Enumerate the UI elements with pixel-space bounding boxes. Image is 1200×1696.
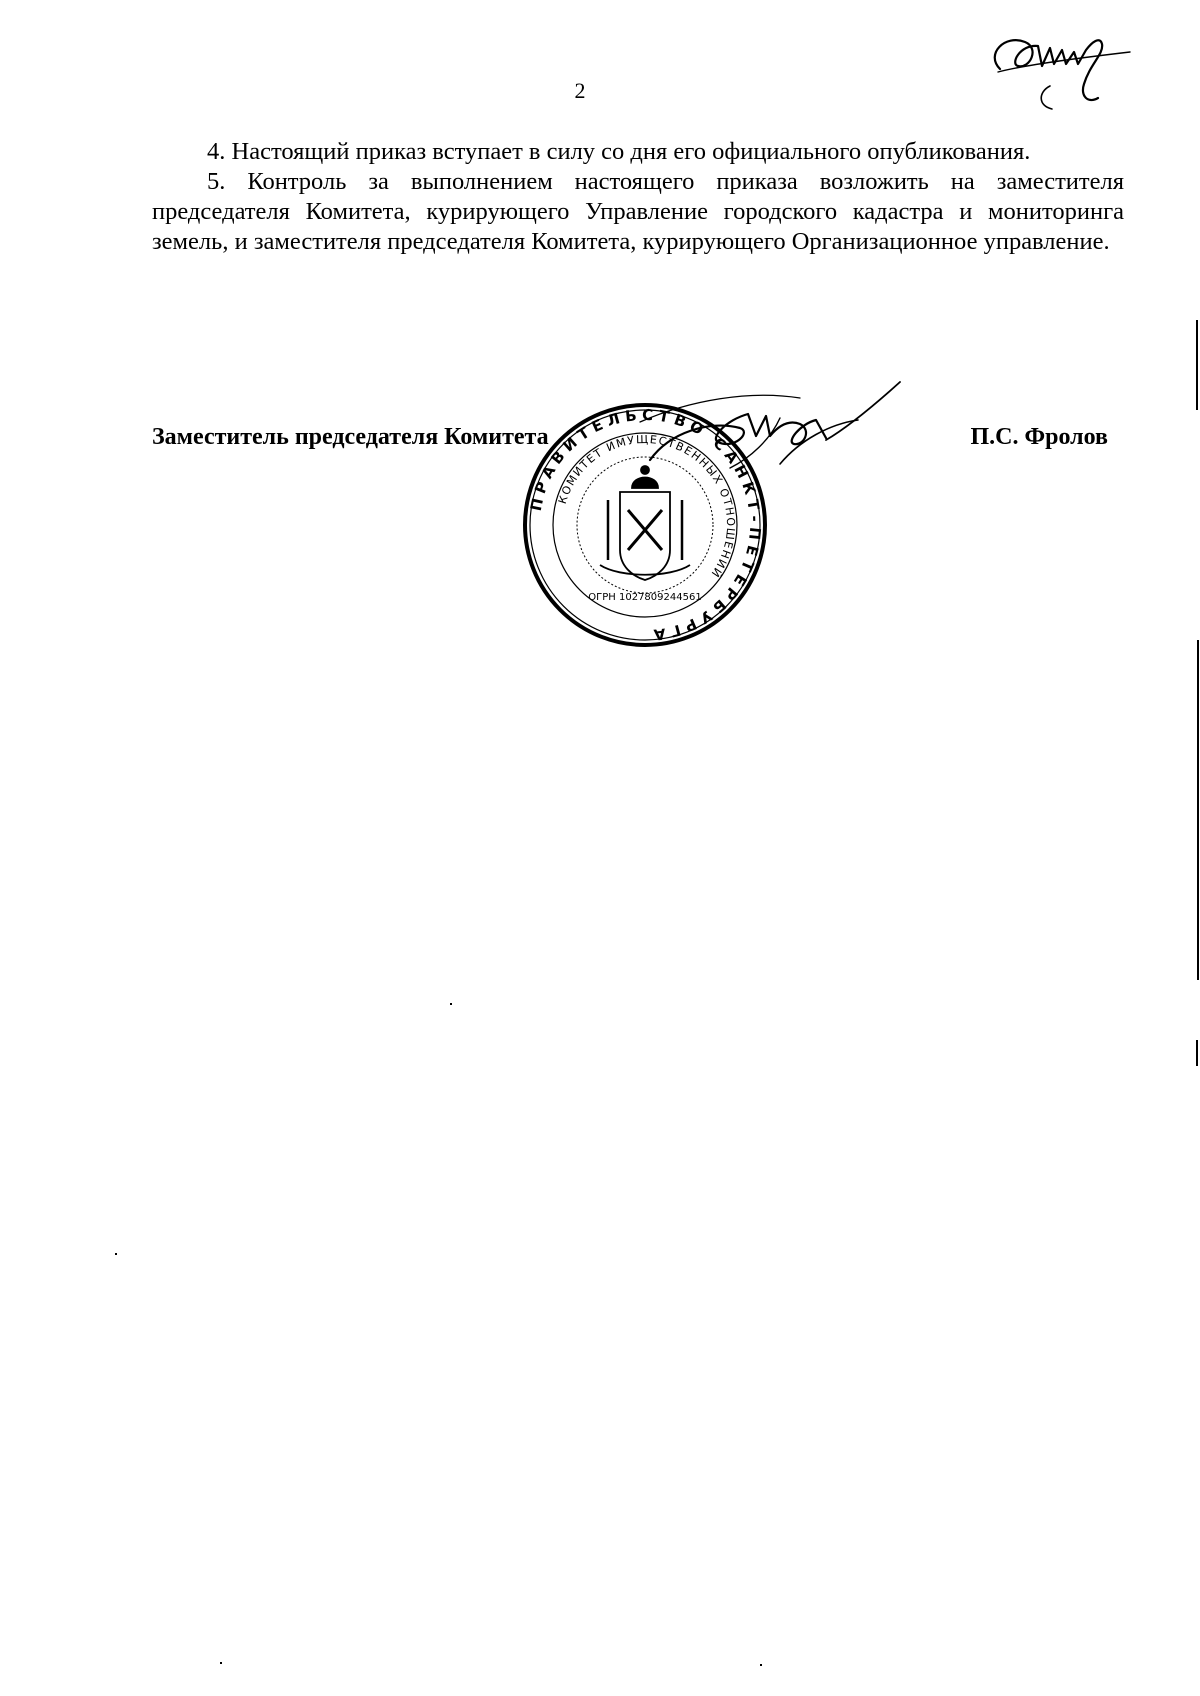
document-body (152, 137, 1124, 257)
stamp-codes: ОГРН 1027809244561 (588, 592, 702, 603)
scan-edge-mark (1196, 1040, 1198, 1066)
stamp-inner-text: КОМИТЕТ ИМУЩЕСТВЕННЫХ ОТНОШЕНИЙ (555, 432, 738, 581)
scan-edge-mark (1196, 320, 1198, 410)
paragraph-item-4: 4. Настоящий приказ вступает в силу со дня его официального опубликования. (207, 138, 1031, 165)
signatory-title: Заместитель председателя Комитета (152, 424, 549, 450)
stamp-outer-text: ПРАВИТЕЛЬСТВО САНКТ-ПЕТЕРБУРГА (526, 405, 765, 645)
scan-speckle (220, 1662, 222, 1664)
paragraph-item-5: 5. Контроль за выполнением настоящего приказа возложить на заместителя председателя Комитета, курирующего Управление городского кадастра и мониторинга земель, и заместителя председателя Комитета, курирующего Организационное управление. (152, 168, 1124, 255)
scan-edge-mark (1197, 640, 1199, 980)
handwritten-initials (980, 14, 1140, 114)
signatory-name: П.С. Фролов (970, 424, 1108, 450)
scan-speckle (115, 1253, 117, 1255)
scan-speckle (450, 1003, 452, 1005)
page-number: 2 (574, 78, 586, 103)
scan-speckle (760, 1664, 762, 1666)
handwritten-signature (630, 380, 960, 490)
